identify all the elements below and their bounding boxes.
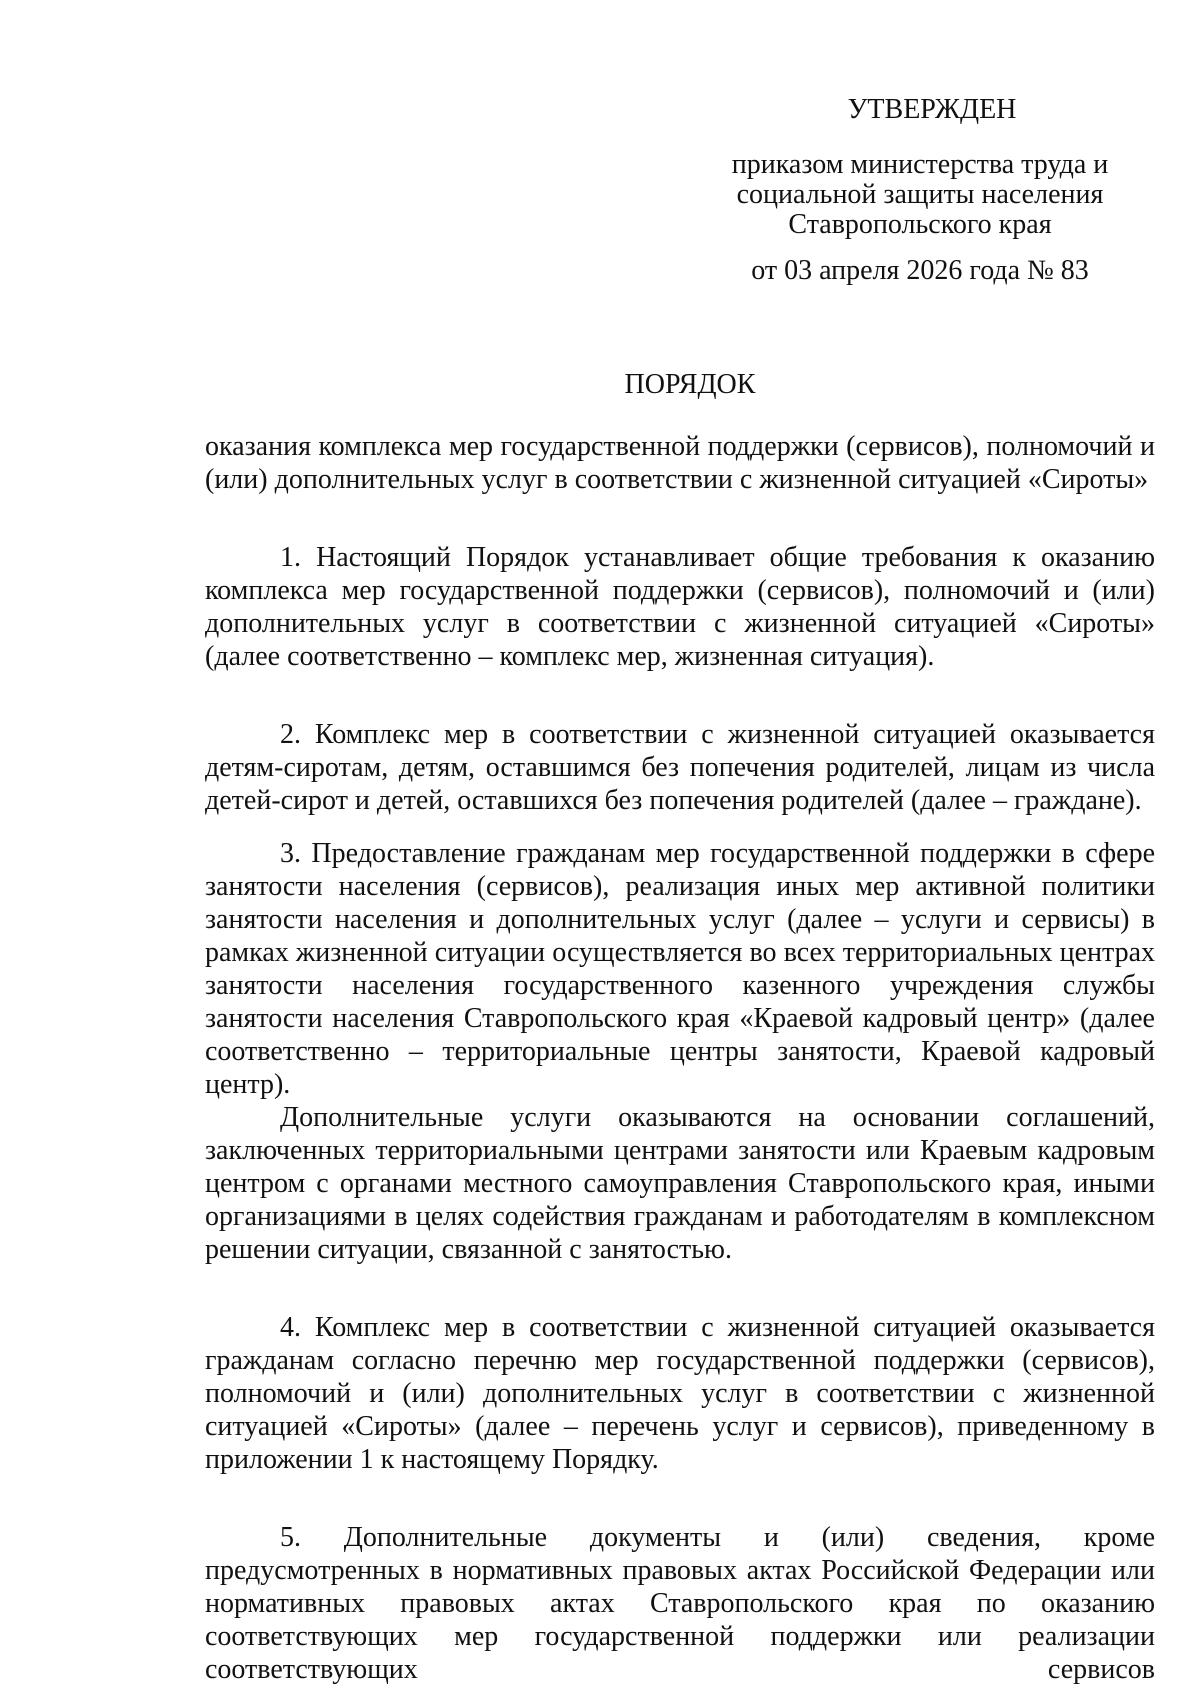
approval-heading: УТВЕРЖДЕН [847, 94, 1017, 125]
approval-order-reference [700, 150, 1140, 240]
approval-line-2: социальной защиты населения [736, 179, 1104, 210]
approval-line-1: приказом министерства труда и [731, 149, 1109, 180]
paragraph-4: 4. Комплекс мер в соответствии с жизненной ситуацией оказывается гражданам согласно перечню мер государственной поддержки (сервисов), полномочий и (или) дополнительных услуг в соответствии с жизненной ситуацией «Сироты» (далее – перечень услуг и сервисов), приведенному в приложении 1 к настоящему Порядку. [205, 1312, 1155, 1475]
document-body [205, 430, 1155, 1686]
approval-date: от 03 апреля 2026 года № 83 [751, 255, 1089, 286]
paragraph-3-continuation: Дополнительные услуги оказываются на основании соглашений, заключенных территориальными центрами занятости или Краевым кадровым центром с органами местного самоуправления Ставропольского края, иными организациями в целях содействия гражданам и работодателям в комплексном решении ситуации, связанной с занятостью. [205, 1102, 1155, 1265]
paragraph-3: 3. Предоставление гражданам мер государственной поддержки в сфере занятости населения (сервисов), реализация иных мер активной политики занятости населения и дополнительных услуг (далее – услуги и сервисы) в рамках жизненной ситуации осуществляется во всех территориальных центрах занятости населения государственного казенного учреждения службы занятости населения Ставропольского края «Краевой кадровый центр» (далее соответственно – территориальные центры занятости, Краевой кадровый центр). [205, 838, 1155, 1100]
approval-line-3: Ставропольского края [788, 209, 1052, 240]
paragraph-5: 5. Дополнительные документы и (или) сведения, кроме предусмотренных в нормативных правовых актах Российской Федерации или нормативных правовых актах Ставропольского края по оказанию соответствующих мер государственной поддержки или реализации соответствующих сервисов [205, 1522, 1155, 1685]
paragraph-2: 2. Комплекс мер в соответствии с жизненной ситуацией оказывается детям-сиротам, детям, оставшимся без попечения родителей, лицам из числа детей-сирот и детей, оставшихся без попечения родителей (далее – граждане). [205, 719, 1155, 816]
approval-stamp-block [700, 95, 1140, 286]
paragraph-1: 1. Настоящий Порядок устанавливает общие требования к оказанию комплекса мер государственной поддержки (сервисов), полномочий и (или) дополнительных услуг в соответствии с жизненной ситуацией «Сироты» (далее соответственно – комплекс мер, жизненная ситуация). [205, 542, 1155, 672]
document-subtitle: оказания комплекса мер государственной поддержки (сервисов), полномочий и (или) дополнительных услуг в соответствии с жизненной ситуацией «Сироты» [205, 431, 1155, 495]
document-title: ПОРЯДОК [624, 369, 756, 400]
